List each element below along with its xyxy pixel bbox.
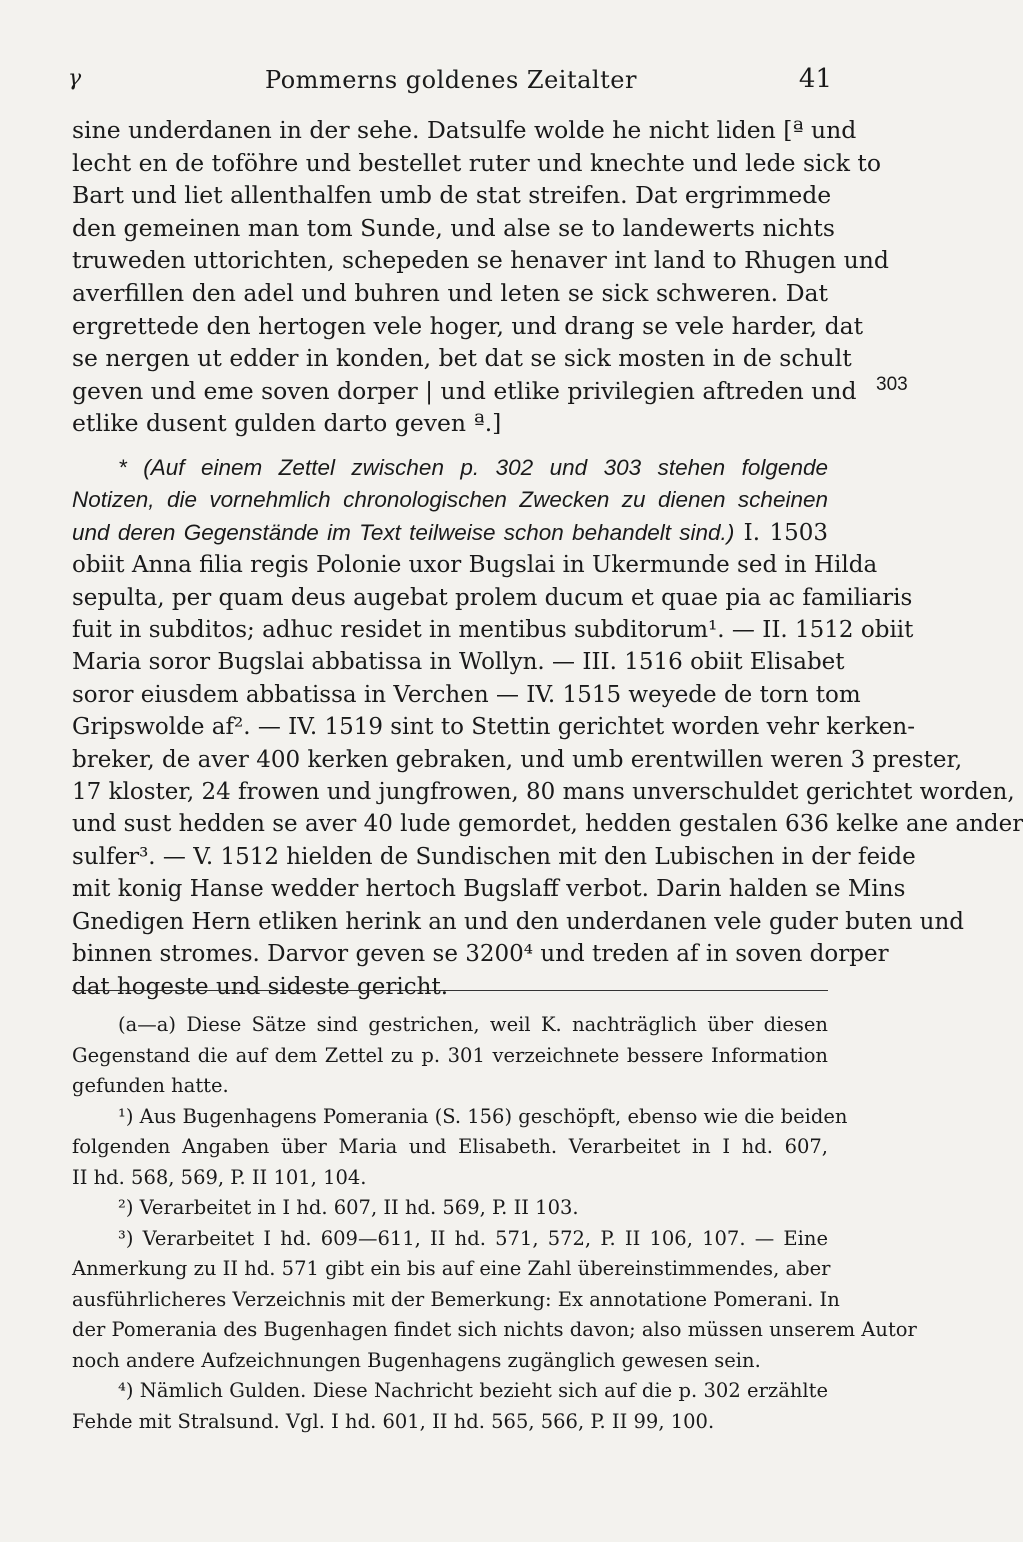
- main-text: [72, 114, 889, 440]
- text-line: averfillen den adel und buhren und leten se sick schweren. Dat: [72, 278, 828, 307]
- note-line: sulfer³. — V. 1512 hielden de Sundischen mit den Lubischen in der feide: [72, 843, 916, 870]
- page-number: 41: [798, 64, 832, 94]
- footnote-3: [72, 1224, 917, 1377]
- editor-note-line: [72, 517, 828, 549]
- editor-note-end: und deren Gegenstände im Text teilweise schon behandelt sind.): [72, 519, 735, 545]
- page-header: [66, 62, 836, 98]
- text-line: geven und eme soven dorper | und etlike privilegien aftreden und: [72, 376, 857, 405]
- zettel-note: [72, 452, 1023, 1003]
- footnote-line: noch andere Aufzeichnungen Bugenhagens zugänglich gewesen sein.: [72, 1348, 761, 1372]
- footnote-line: Fehde mit Stralsund. Vgl. I hd. 601, II hd. 565, 566, P. II 99, 100.: [72, 1409, 715, 1433]
- note-line: mit konig Hanse wedder hertoch Bugslaff verbot. Darin halden se Mins: [72, 876, 906, 903]
- text-line: sine underdanen in der sehe. Datsulfe wolde he nicht liden [ª und: [72, 116, 857, 144]
- note-line: obiit Anna filia regis Polonie uxor Bugslai in Ukermunde sed in Hilda: [72, 552, 878, 579]
- note-line: Maria soror Bugslai abbatissa in Wollyn. — III. 1516 obiit Elisabet: [72, 649, 845, 676]
- running-title: Pommerns goldenes Zeitalter: [265, 66, 637, 94]
- footnote-line: ⁴) Nämlich Gulden. Diese Nachricht bezieht sich auf die p. 302 erzählte: [118, 1379, 828, 1402]
- footnote-a: [72, 1010, 828, 1102]
- footnote-line: Gegenstand die auf dem Zettel zu p. 301 verzeichnete bessere Information: [72, 1043, 828, 1067]
- note-line: Gripswolde af². — IV. 1519 sint to Stettin gerichtet worden vehr kerken-: [72, 714, 915, 741]
- text-line: Bart und liet allenthalfen umb de stat streifen. Dat ergrimmede: [72, 181, 832, 210]
- note-line: 17 kloster, 24 frowen und jungfrowen, 80 mans unverschuldet gerichtet worden,: [72, 779, 1015, 806]
- note-line: soror eiusdem abbatissa in Verchen — IV. 1515 weyede de torn tom: [72, 681, 861, 708]
- text-line: lecht en de toföhre und bestellet ruter und knechte und lede sick to: [72, 148, 882, 177]
- note-line: fuit in subditos; adhuc residet in mentibus subditorum¹. — II. 1512 obiit: [72, 617, 914, 644]
- footnote-line: ¹) Aus Bugenhagens Pomerania (S. 156) geschöpft, ebenso wie die beiden: [118, 1104, 848, 1128]
- note-line: binnen stromes. Darvor geven se 3200⁴ und treden af in soven dorper: [72, 941, 889, 968]
- note-line: Gnedigen Hern etliken herink an und den underdanen vele guder buten und: [72, 908, 965, 935]
- footnotes: [72, 1010, 917, 1437]
- footnote-line: Anmerkung zu II hd. 571 gibt ein bis auf eine Zahl übereinstimmendes, aber: [72, 1257, 831, 1280]
- note-line: breker, de aver 400 kerken gebraken, und umb erentwillen weren 3 prester,: [72, 746, 963, 773]
- signature-mark: γ: [68, 66, 82, 91]
- footnote-line: (a—a) Diese Sätze sind gestrichen, weil K. nachträglich über diesen: [118, 1013, 828, 1036]
- footnote-line: der Pomerania des Bugenhagen findet sich nichts davon; also müssen unserem Autor: [72, 1318, 917, 1341]
- editor-note-line: Notizen, die vornehmlich chronologischen Zwecken zu dienen scheinen: [72, 487, 828, 513]
- text-line: ergrettede den hertogen vele hoger, und drang se vele harder, dat: [72, 311, 864, 340]
- footnote-line: ²) Verarbeitet in I hd. 607, II hd. 569, P. II 103.: [118, 1196, 579, 1219]
- footnote-1: [72, 1102, 848, 1194]
- footnote-line: ausführlicheres Verzeichnis mit der Bemerkung: Ex annotatione Pomerani. In: [72, 1287, 840, 1311]
- note-line: sepulta, per quam deus augebat prolem ducum et quae pia ac familiaris: [72, 584, 913, 611]
- footnote-line: folgenden Angaben über Maria und Elisabeth. Verarbeitet in I hd. 607,: [72, 1135, 828, 1158]
- text-line: den gemeinen man tom Sunde, und alse se to landewerts nichts: [72, 213, 835, 242]
- chronology-start: I. 1503: [734, 519, 828, 546]
- text-line: se nergen ut edder in konden, bet dat se sick mosten in de schult: [72, 344, 852, 373]
- note-line: und sust hedden se aver 40 lude gemordet, hedden gestalen 636 kelke ane ander: [72, 811, 1023, 838]
- text-line: truweden uttorichten, schepeden se henaver int land to Rhugen und: [72, 246, 889, 275]
- footnote-line: II hd. 568, 569, P. II 101, 104.: [72, 1165, 367, 1189]
- footnote-line: gefunden hatte.: [72, 1074, 229, 1097]
- footnote-2: [72, 1193, 828, 1224]
- editor-note-line: * (Auf einem Zettel zwischen p. 302 und 303 stehen folgende: [118, 455, 828, 480]
- footnote-4: [72, 1376, 828, 1437]
- footnote-line: ³) Verarbeitet I hd. 609—611, II hd. 571, 572, P. II 106, 107. — Eine: [118, 1226, 828, 1250]
- text-line: etlike dusent gulden darto geven ª.]: [72, 409, 502, 438]
- margin-page-reference: 303: [876, 374, 908, 395]
- footnote-divider: [72, 990, 828, 991]
- note-line: dat hogeste und sideste gericht.: [72, 973, 449, 1000]
